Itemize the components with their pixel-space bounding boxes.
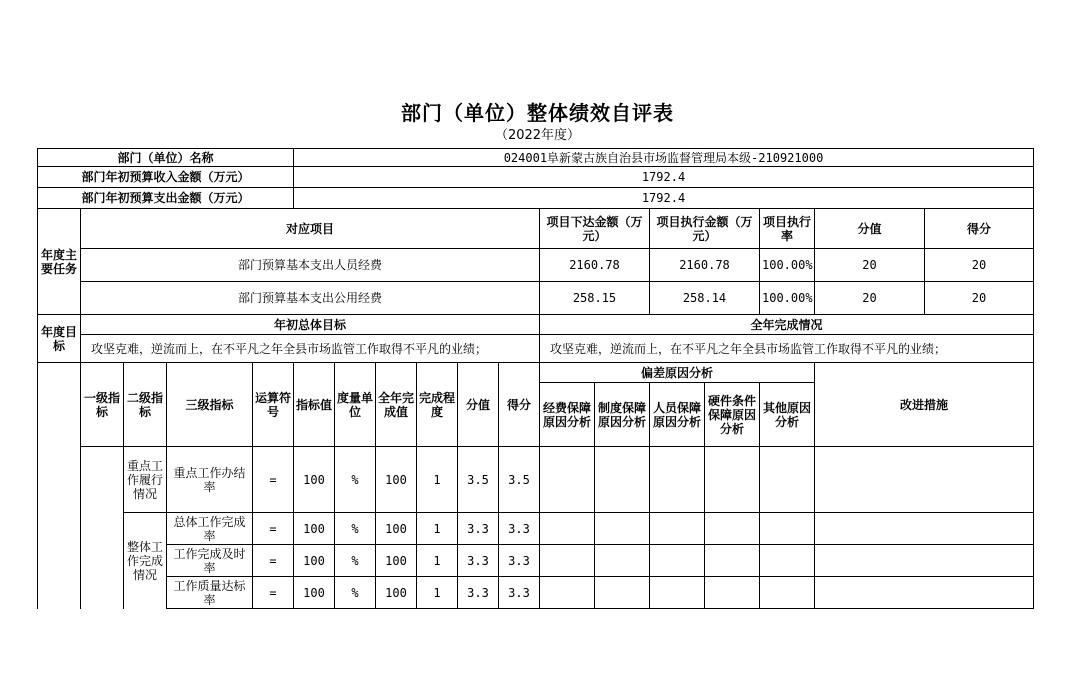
performance-table <box>37 148 1034 609</box>
ind-dev-funding <box>540 447 595 513</box>
ind-dev-staff <box>650 513 705 545</box>
task-item: 部门预算基本支出人员经费 <box>81 249 540 282</box>
ind-header-dev-hardware: 硬件条件保障原因分析 <box>705 383 760 447</box>
ind-unit: % <box>335 545 376 577</box>
ind-dev-funding <box>540 513 595 545</box>
ind-dev-hardware <box>705 545 760 577</box>
ind-header-operator: 运算符号 <box>253 363 294 447</box>
ind-header-dev-funding: 经费保障原因分析 <box>540 383 595 447</box>
task-executed: 258.14 <box>650 282 760 315</box>
ind-header-annual: 全年完成值 <box>376 363 417 447</box>
ind-header-improvement: 改进措施 <box>815 363 1034 447</box>
ind-improvement <box>815 577 1034 609</box>
ind-score-value: 3.5 <box>458 447 499 513</box>
ind-score: 3.5 <box>499 447 540 513</box>
goals-completion-header: 全年完成情况 <box>540 315 1034 335</box>
ind-level3: 工作质量达标率 <box>167 577 253 609</box>
ind-operator: = <box>253 513 294 545</box>
ind-target-value: 100 <box>294 577 335 609</box>
ind-unit: % <box>335 447 376 513</box>
ind-improvement <box>815 545 1034 577</box>
tasks-side-label: 年度主要任务 <box>38 209 81 315</box>
ind-dev-other <box>760 577 815 609</box>
ind-annual: 100 <box>376 513 417 545</box>
ind-degree: 1 <box>417 545 458 577</box>
ind-dev-system <box>595 545 650 577</box>
ind-improvement <box>815 513 1034 545</box>
ind-header-level2: 二级指标 <box>124 363 167 447</box>
task-score-value: 20 <box>815 249 925 282</box>
ind-dev-hardware <box>705 447 760 513</box>
ind-target-value: 100 <box>294 447 335 513</box>
ind-dev-system <box>595 577 650 609</box>
goals-target-header: 年初总体目标 <box>81 315 540 335</box>
ind-header-dev-staff: 人员保障原因分析 <box>650 383 705 447</box>
ind-header-dev-other: 其他原因分析 <box>760 383 815 447</box>
task-score: 20 <box>925 249 1034 282</box>
page-title: 部门（单位）整体绩效自评表 <box>401 101 674 125</box>
ind-dev-funding <box>540 545 595 577</box>
ind-dev-hardware <box>705 513 760 545</box>
dept-name-value: 024001阜新蒙古族自治县市场监督管理局本级-210921000 <box>294 149 1034 167</box>
ind-dev-staff <box>650 447 705 513</box>
ind-level2: 整体工作完成情况 <box>124 513 167 609</box>
ind-header-score-value: 分值 <box>458 363 499 447</box>
indicators-side-blank <box>38 363 81 609</box>
goals-completion-text: 攻坚克难，逆流而上，在不平凡之年全县市场监管工作取得不平凡的业绩； <box>540 335 1034 363</box>
ind-header-degree: 完成程度 <box>417 363 458 447</box>
ind-header-dev-system: 制度保障原因分析 <box>595 383 650 447</box>
ind-level3: 总体工作完成率 <box>167 513 253 545</box>
ind-dev-hardware <box>705 577 760 609</box>
page-subtitle-year: （2022年度） <box>494 128 581 143</box>
ind-dev-other <box>760 545 815 577</box>
tasks-header-issued: 项目下达金额（万元） <box>540 209 650 249</box>
task-rate: 100.00% <box>760 282 815 315</box>
ind-target-value: 100 <box>294 513 335 545</box>
ind-annual: 100 <box>376 447 417 513</box>
task-score: 20 <box>925 282 1034 315</box>
task-issued: 258.15 <box>540 282 650 315</box>
ind-level3: 工作完成及时率 <box>167 545 253 577</box>
task-item: 部门预算基本支出公用经费 <box>81 282 540 315</box>
ind-operator: = <box>253 545 294 577</box>
ind-header-level3: 三级指标 <box>167 363 253 447</box>
ind-level3: 重点工作办结率 <box>167 447 253 513</box>
tasks-header-rate-left: 项目执行率 <box>760 209 815 249</box>
ind-annual: 100 <box>376 577 417 609</box>
ind-unit: % <box>335 577 376 609</box>
tasks-header-item: 对应项目 <box>81 209 540 249</box>
ind-degree: 1 <box>417 577 458 609</box>
goals-side-label: 年度目标 <box>38 315 81 363</box>
ind-dev-other <box>760 513 815 545</box>
task-rate: 100.00% <box>760 249 815 282</box>
ind-dev-system <box>595 447 650 513</box>
ind-target-value: 100 <box>294 545 335 577</box>
ind-score-value: 3.3 <box>458 545 499 577</box>
ind-level2: 重点工作履行情况 <box>124 447 167 513</box>
ind-header-deviation: 偏差原因分析 <box>540 363 815 383</box>
ind-score-value: 3.3 <box>458 513 499 545</box>
ind-dev-funding <box>540 577 595 609</box>
ind-dev-staff <box>650 577 705 609</box>
tasks-header-score-value: 分值 <box>815 209 925 249</box>
ind-dev-system <box>595 513 650 545</box>
ind-score-value: 3.3 <box>458 577 499 609</box>
ind-header-target-value: 指标值 <box>294 363 335 447</box>
task-score-value: 20 <box>815 282 925 315</box>
ind-annual: 100 <box>376 545 417 577</box>
ind-degree: 1 <box>417 447 458 513</box>
ind-improvement <box>815 447 1034 513</box>
ind-operator: = <box>253 447 294 513</box>
expense-label: 部门年初预算支出金额（万元） <box>38 188 294 209</box>
ind-degree: 1 <box>417 513 458 545</box>
dept-name-label: 部门（单位）名称 <box>38 149 294 167</box>
ind-dev-staff <box>650 545 705 577</box>
ind-score: 3.3 <box>499 545 540 577</box>
ind-unit: % <box>335 513 376 545</box>
ind-operator: = <box>253 577 294 609</box>
ind-header-score: 得分 <box>499 363 540 447</box>
task-executed: 2160.78 <box>650 249 760 282</box>
ind-header-unit: 度量单位 <box>335 363 376 447</box>
ind-dev-other <box>760 447 815 513</box>
task-issued: 2160.78 <box>540 249 650 282</box>
tasks-header-score: 得分 <box>925 209 1034 249</box>
ind-header-level1: 一级指标 <box>81 363 124 447</box>
tasks-header-executed: 项目执行金额（万元） <box>650 209 760 249</box>
ind-level1-cell <box>81 447 124 609</box>
goals-target-text: 攻坚克难，逆流而上，在不平凡之年全县市场监管工作取得不平凡的业绩； <box>81 335 540 363</box>
ind-score: 3.3 <box>499 513 540 545</box>
ind-score: 3.3 <box>499 577 540 609</box>
expense-value: 1792.4 <box>294 188 1034 209</box>
income-value: 1792.4 <box>294 167 1034 188</box>
income-label: 部门年初预算收入金额（万元） <box>38 167 294 188</box>
